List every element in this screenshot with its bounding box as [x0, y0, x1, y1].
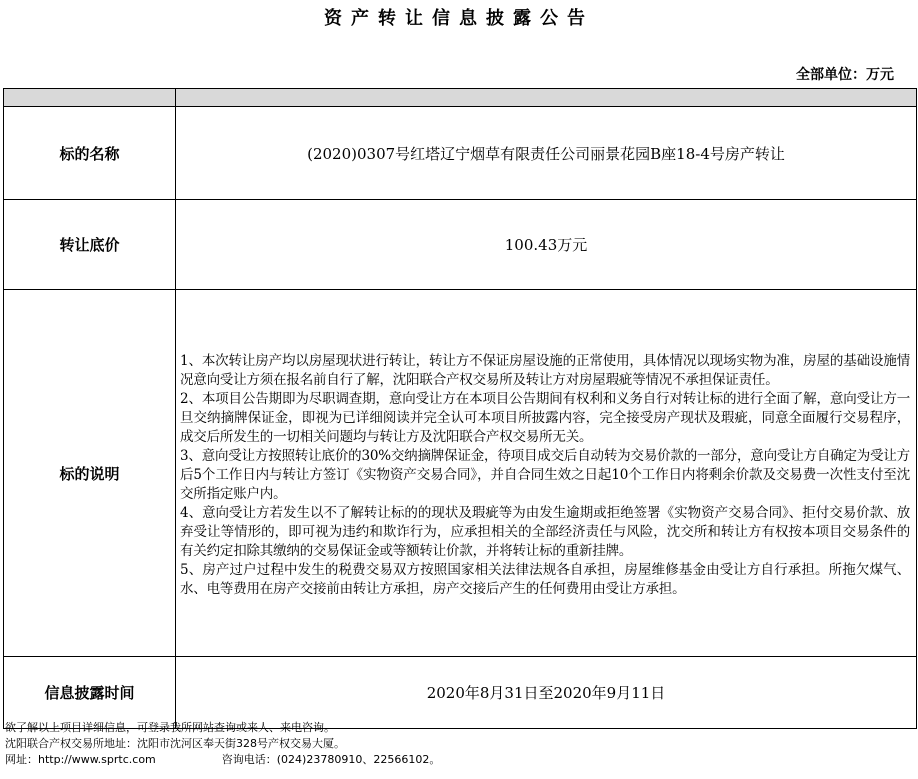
page-title: 资产转让信息披露公告: [324, 8, 594, 29]
label-description: 标的说明: [4, 290, 176, 657]
header-cell-right: [176, 89, 917, 107]
footer-contact: [5, 752, 440, 768]
description-item: 1、本次转让房产均以房屋现状进行转让，转让方不保证房屋设施的正常使用，具体情况以现场实物为准，房屋的基础设施情况意向受让方须在报名前自行了解，沈阳联合产权交易所及转让方对房屋瑕疵等情况不承担保证责任。: [180, 352, 910, 388]
description-item: 2、本项目公告期即为尽职调查期，意向受让方在本项目公告期间有权利和义务自行对转让标的进行全面了解，意向受让方一旦交纳摘牌保证金，即视为已详细阅读并完全认可本项目所披露内容，完全接受房产现状及瑕疵，同意全面履行交易程序，成交后所发生的一切相关问题均与转让方及沈阳联合产权交易所无关。: [180, 390, 910, 445]
footer-phone: 咨询电话：(024)23780910、22566102。: [221, 753, 441, 766]
value-name: (2020)0307号红塔辽宁烟草有限责任公司丽景花园B座18-4号房产转让: [176, 107, 917, 200]
footer-line1: 欲了解以上项目详细信息，可登录我所网站查询或来人、来电咨询。: [5, 721, 335, 734]
value-disclosure: 2020年8月31日至2020年9月11日: [176, 657, 917, 729]
footer-website: 网址：http://www.sprtc.com: [5, 753, 156, 766]
description-item: 5、房产过户过程中发生的税费交易双方按照国家相关法律法规各自承担，房屋维修基金由受让方自行承担。所拖欠煤气、水、电等费用在房产交接前由转让方承担，房产交接后产生的任何费用由受让方承担。: [180, 561, 910, 597]
header-cell-left: [4, 89, 176, 107]
table-row-price: [4, 200, 917, 290]
value-description: [176, 290, 917, 657]
table-header-row: [4, 89, 917, 107]
description-item: 4、意向受让方若发生以不了解转让标的的现状及瑕疵等为由发生逾期或拒绝签署《实物资产交易合同》、拒付交易价款、放弃受让等情形的，即可视为违约和欺诈行为，应承担相关的全部经济责任与风险，沈交所和转让方有权按本项目交易条件的有关约定扣除其缴纳的交易保证金或等额转让价款，并将转让标的重新挂牌。: [180, 504, 910, 559]
table-row-name: [4, 107, 917, 200]
description-item: 3、意向受让方按照转让底价的30%交纳摘牌保证金，待项目成交后自动转为交易价款的一部分，意向受让方自确定为受让方后5个工作日内与转让方签订《实物资产交易合同》，并自合同生效之日起10个工作日内将剩余价款及交易费一次性支付至沈交所指定账户内。: [180, 447, 910, 502]
label-name: 标的名称: [4, 107, 176, 200]
table-row-description: [4, 290, 917, 657]
value-price: 100.43万元: [176, 200, 917, 290]
footer-address: 沈阳联合产权交易所地址：沈阳市沈河区奉天街328号产权交易大厦。: [5, 737, 345, 750]
unit-note: 全部单位：万元: [796, 67, 894, 83]
footer: [5, 720, 440, 768]
label-disclosure: 信息披露时间: [4, 657, 176, 729]
disclosure-table: [3, 88, 917, 729]
table-row-disclosure: [4, 657, 917, 729]
label-price: 转让底价: [4, 200, 176, 290]
